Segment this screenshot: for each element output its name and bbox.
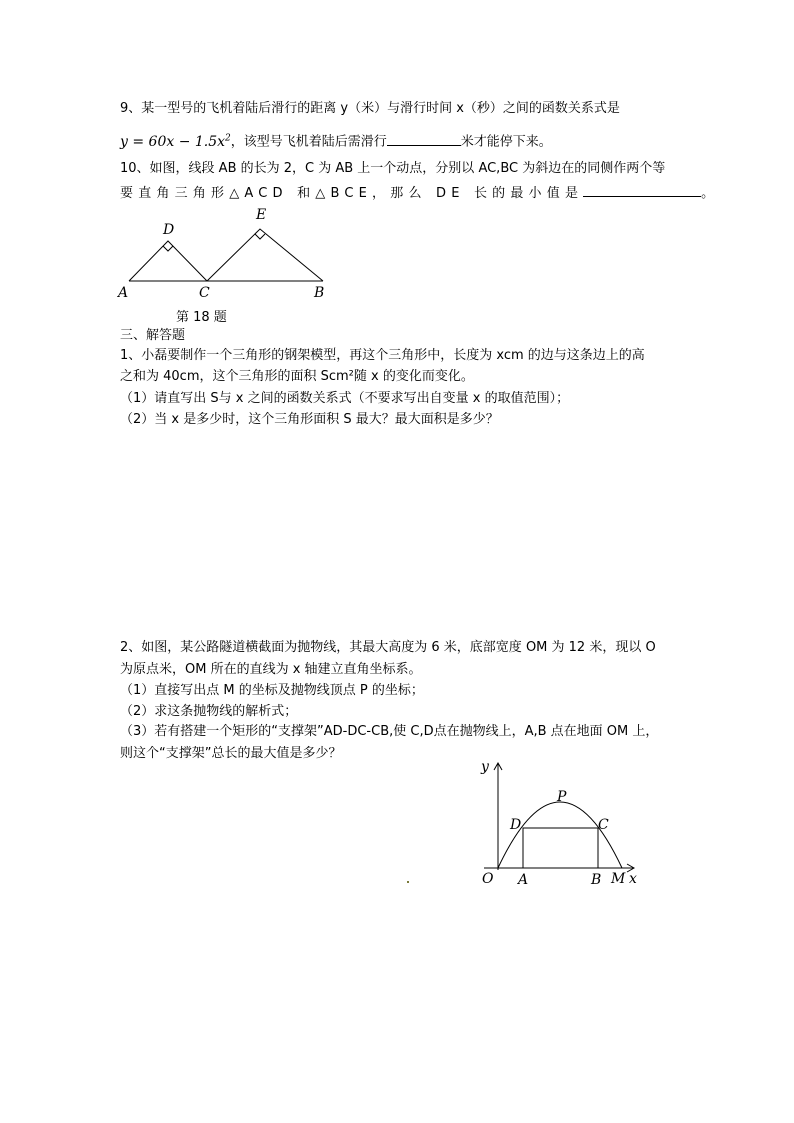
label-d: D xyxy=(163,222,175,238)
p1-line2: 之和为 40cm，这个三角形的面积 Scm²随 x 的变化而变化。 xyxy=(120,369,474,384)
support-rectangle xyxy=(523,828,598,868)
q9-formula: $y = 60x - 1.5x^2$ xyxy=(120,133,231,150)
q10-line2: 要直角三角形△ACD 和△BCE，那么 DE 长的最小值是 。 xyxy=(120,182,719,203)
label-a2: A xyxy=(518,872,529,888)
label-x: x xyxy=(629,871,637,887)
p2-part1: （1）直接写出点 M 的坐标及抛物线顶点 P 的坐标； xyxy=(120,683,424,698)
q10-answer-blank[interactable] xyxy=(583,182,701,197)
triangle-acd xyxy=(129,241,207,281)
p1-part2: （2）当 x 是多少时，这个三角形面积 S 最大？最大面积是多少？ xyxy=(120,412,499,427)
stray-dot xyxy=(407,881,409,883)
triangle-bce xyxy=(207,229,323,281)
x-axis-arrow xyxy=(627,864,634,872)
p2-line2: 为原点米，OM 所在的直线为 x 轴建立直角坐标系。 xyxy=(120,662,422,677)
q9-text: ，该型号飞机着陆后需滑行 xyxy=(230,134,387,150)
label-c: C xyxy=(199,285,210,301)
p2-part3-line2: 则这个“支撑架”总长的最大值是多少？ xyxy=(120,746,342,761)
label-p: P xyxy=(557,789,567,805)
label-a: A xyxy=(118,285,129,301)
q9-answer-blank[interactable] xyxy=(387,131,461,146)
label-m: M xyxy=(611,871,626,887)
p1-line1: 1、小磊要制作一个三角形的钢架模型，再这个三角形中，长度为 xcm 的边与这条边上的高 xyxy=(120,348,645,363)
p2-line1: 2、如图，某公路隧道横截面为抛物线，其最大高度为 6 米，底部宽度 OM 为 12 米，现以 O xyxy=(120,640,656,655)
q9-line1: 9、某一型号的飞机着陆后滑行的距离 y（米）与滑行时间 x（秒）之间的函数关系式是 xyxy=(120,101,620,116)
q10-line1: 10、如图，线段 AB 的长为 2，C 为 AB 上一个动点，分别以 AC,BC 为斜边在的同侧作两个等 xyxy=(120,161,666,176)
label-c2: C xyxy=(598,817,609,833)
section-title: 三、解答题 xyxy=(120,328,186,343)
q10-caption: 第 18 题 xyxy=(176,310,227,325)
parabola-curve xyxy=(498,802,622,868)
q9-text-end: 米才能停下来。 xyxy=(460,134,552,150)
p2-part3-line1: （3）若有搭建一个矩形的“支撑架”AD-DC-CB,使 C,D点在抛物线上，A,B 点在地面 OM 上， xyxy=(120,724,659,739)
p1-part1: （1）请直写出 S与 x 之间的函数关系式（不要求写出自变量 x 的取值范围）； xyxy=(120,391,570,406)
label-b2: B xyxy=(591,872,602,888)
label-o: O xyxy=(482,871,494,887)
right-angle-d xyxy=(163,246,173,251)
q9-line2 xyxy=(120,129,552,152)
label-y: y xyxy=(481,759,489,775)
label-e: E xyxy=(256,207,267,223)
label-d2: D xyxy=(510,817,522,833)
right-angle-e xyxy=(255,234,265,239)
y-axis-arrow xyxy=(494,763,502,770)
p2-part2: （2）求这条抛物线的解析式； xyxy=(120,704,298,719)
label-b: B xyxy=(314,285,325,301)
